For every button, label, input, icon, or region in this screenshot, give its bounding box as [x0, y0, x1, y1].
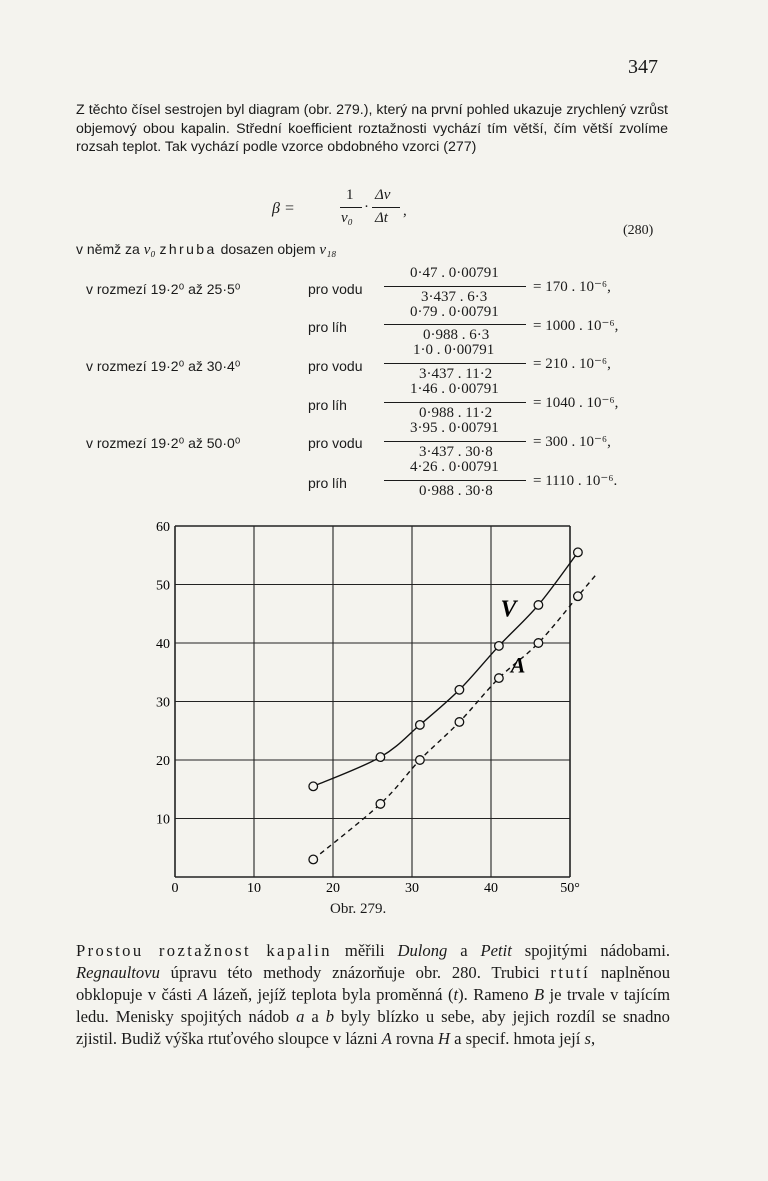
p2-italic: A — [197, 985, 208, 1004]
data-point-V — [574, 548, 583, 557]
calc-range: v rozmezí 19·2⁰ až 25·5⁰ — [86, 281, 241, 297]
series-line-A — [313, 573, 597, 860]
data-point-V — [309, 782, 318, 791]
calc-fraction-line — [384, 402, 526, 403]
p2-text: měřili — [332, 941, 398, 960]
data-point-V — [534, 601, 543, 610]
calc-fraction-line — [384, 363, 526, 364]
p2-text: byly blízko u sebe, aby jejich rozdíl se snadno zjistil. Budiž výška rtuťového sloupce v lázni — [76, 1007, 670, 1048]
calc-liquid: pro líh — [308, 475, 347, 491]
calc-denominator: 0·988 . 6·3 — [423, 327, 490, 343]
calc-numerator: 0·79 . 0·00791 — [410, 304, 499, 320]
p2-text: naplněnou obklopuje v části — [76, 963, 670, 1004]
p2-text: rovna — [391, 1029, 438, 1048]
series-label-A: A — [510, 652, 526, 678]
calc-numerator: 1·0 . 0·00791 — [413, 342, 495, 358]
p2-text: a specif. hmota její — [449, 1029, 585, 1048]
data-point-A — [309, 855, 318, 864]
y-tick-label: 20 — [156, 754, 170, 769]
calc-denominator: 3·437 . 6·3 — [421, 289, 488, 305]
formula-lhs: β = — [272, 200, 295, 217]
data-point-A — [455, 718, 464, 727]
p2-spaced: rtutí — [550, 963, 591, 982]
figure-caption: Obr. 279. — [330, 901, 387, 917]
p2-italic: A — [381, 1029, 392, 1048]
p2-italic: Dulong — [397, 941, 448, 960]
p2-text: a — [304, 1007, 326, 1026]
y-tick-label: 60 — [156, 520, 170, 535]
x-tick-label: 0 — [171, 881, 179, 896]
v-line-suffix: dosazen objem — [220, 241, 316, 257]
calc-numerator: 3·95 . 0·00791 — [410, 420, 499, 436]
data-point-V — [455, 686, 464, 695]
formula-comma: , — [403, 203, 407, 219]
formula-den1: v₀ — [341, 210, 353, 226]
data-point-A — [416, 756, 425, 765]
calc-range: v rozmezí 19·2⁰ až 30·4⁰ — [86, 358, 241, 374]
data-point-A — [495, 674, 504, 683]
formula-dot: · — [364, 199, 369, 215]
calc-result: = 300 . 10⁻⁶, — [533, 434, 611, 450]
v-line-spaced: zhruba — [159, 241, 217, 257]
formula-number: (280) — [623, 223, 654, 238]
formula-den2: Δt — [375, 210, 388, 226]
p2-text: spojitými nádobami. — [511, 941, 670, 960]
p2-spaced: Prostou roztažnost kapalin — [76, 941, 332, 960]
formula-frac1-line — [340, 207, 362, 208]
calc-result: = 1000 . 10⁻⁶, — [533, 318, 619, 334]
p2-italic: B — [533, 985, 545, 1004]
p2-italic: Petit — [480, 941, 512, 960]
y-tick-label: 50 — [156, 578, 170, 594]
calc-liquid: pro vodu — [308, 281, 363, 297]
main-paragraph — [76, 940, 670, 1050]
v-line-v18: v₁₈ — [319, 242, 337, 258]
calc-liquid: pro vodu — [308, 435, 363, 451]
p2-italic: b — [325, 1007, 334, 1026]
p2-text: lázeň, jejíž teplota byla proměnná ( — [207, 985, 454, 1004]
p2-italic: a — [296, 1007, 305, 1026]
calc-denominator: 0·988 . 30·8 — [419, 483, 493, 499]
p2-text: , — [590, 1029, 596, 1048]
y-tick-label: 40 — [156, 637, 170, 652]
data-point-A — [534, 639, 543, 648]
series-label-V: V — [500, 596, 517, 623]
x-tick-label: 20 — [326, 881, 340, 896]
formula-num2: Δv — [375, 187, 391, 203]
formula-frac2-line — [372, 207, 400, 208]
calc-result: = 210 . 10⁻⁶, — [533, 356, 611, 372]
v-line-v0: v₀ — [143, 242, 156, 258]
calc-result: = 1040 . 10⁻⁶, — [533, 395, 619, 411]
p2-text: úpravu této methody znázorňuje obr. 280. Trubici — [159, 963, 551, 982]
data-point-V — [416, 721, 425, 730]
calc-denominator: 3·437 . 11·2 — [419, 366, 493, 382]
calc-fraction-line — [384, 324, 526, 325]
data-point-A — [574, 592, 583, 601]
calc-range: v rozmezí 19·2⁰ až 50·0⁰ — [86, 435, 241, 451]
calc-numerator: 4·26 . 0·00791 — [410, 459, 499, 475]
calc-numerator: 1·46 . 0·00791 — [410, 381, 499, 397]
calc-numerator: 0·47 . 0·00791 — [410, 265, 499, 281]
calc-liquid: pro vodu — [308, 358, 363, 374]
p2-italic: H — [437, 1029, 450, 1048]
calc-result: = 170 . 10⁻⁶, — [533, 279, 611, 295]
p2-text: je trvale v tajícím ledu. Menisky spojitých nádob — [76, 985, 670, 1026]
calc-result: = 1110 . 10⁻⁶. — [533, 473, 618, 489]
x-tick-label: 40 — [484, 881, 498, 896]
p2-italic: Regnaultovu — [76, 963, 160, 982]
series-line-V — [313, 552, 578, 786]
p2-italic: s — [584, 1029, 591, 1048]
y-tick-label: 30 — [156, 695, 170, 711]
calc-liquid: pro líh — [308, 319, 347, 335]
calc-denominator: 0·988 . 11·2 — [419, 405, 493, 421]
data-point-V — [376, 753, 385, 762]
x-tick-label: 10 — [247, 881, 261, 896]
intro-paragraph: Z těchto čísel sestrojen byl diagram (obr. 279.), který na první pohled ukazuje zrychlený vzrůst objemový obou kapalin. Střední koefficient roztažnosti vychází tím větší, čím větší zvolíme rozsah teplot. Tak vychází podle vzorce obdobného vzorci (277) — [76, 102, 668, 155]
v-line-prefix: v němž za — [76, 241, 140, 257]
calc-denominator: 3·437 . 30·8 — [419, 444, 493, 460]
calc-fraction-line — [384, 286, 526, 287]
page-number: 347 — [628, 56, 658, 78]
p2-italic: t — [453, 985, 459, 1004]
y-tick-label: 10 — [156, 812, 170, 828]
v-zero-line — [76, 241, 337, 259]
calc-fraction-line — [384, 480, 526, 481]
calc-liquid: pro líh — [308, 397, 347, 413]
calc-fraction-line — [384, 441, 526, 442]
p2-text: a — [447, 941, 481, 960]
p2-text: ). Rameno — [458, 985, 534, 1004]
data-point-A — [376, 800, 385, 809]
formula-num1: 1 — [346, 187, 354, 203]
x-tick-label: 30 — [405, 881, 419, 896]
x-tick-label: 50° — [560, 881, 580, 896]
data-point-V — [495, 642, 504, 651]
